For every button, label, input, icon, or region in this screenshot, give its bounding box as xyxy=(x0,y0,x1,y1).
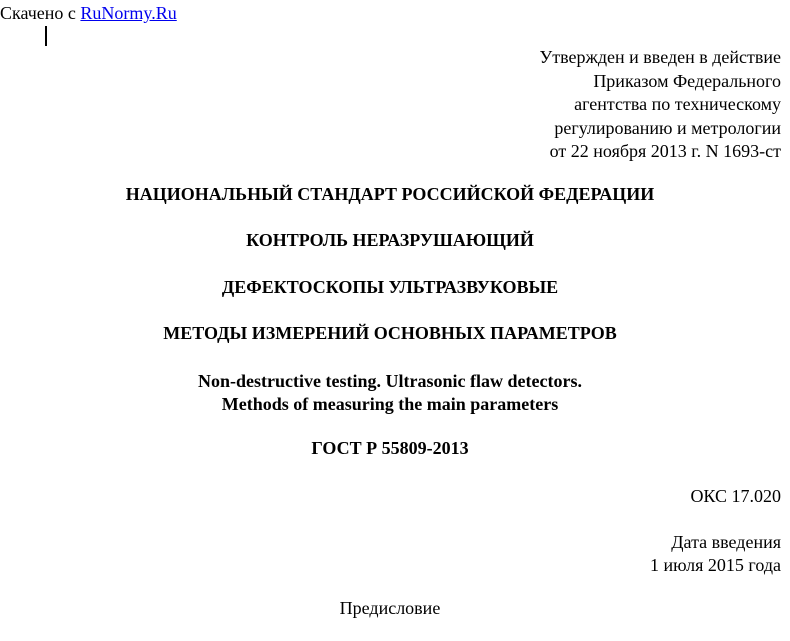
title-line-3: МЕТОДЫ ИЗМЕРЕНИЙ ОСНОВНЫХ ПАРАМЕТРОВ xyxy=(163,323,617,343)
intro-date-value: 1 июля 2015 года xyxy=(650,555,781,575)
intro-date-block xyxy=(650,531,781,577)
national-standard-heading: НАЦИОНАЛЬНЫЙ СТАНДАРТ РОССИЙСКОЙ ФЕДЕРАЦИИ xyxy=(125,184,655,204)
approval-line: регулированию и метрологии xyxy=(554,117,781,138)
english-title-line-2: Methods of measuring the main parameters xyxy=(221,394,559,414)
approval-line: Утвержден и введен в действие xyxy=(539,47,781,67)
title-line-2: ДЕФЕКТОСКОПЫ УЛЬТРАЗВУКОВЫЕ xyxy=(221,277,559,297)
approval-line: Приказом Федерального xyxy=(593,70,781,91)
approval-line: от 22 ноября 2013 г. N 1693-ст xyxy=(549,141,781,161)
source-prefix: Скачено с xyxy=(0,3,81,23)
source-link[interactable]: RuNormy.Ru xyxy=(80,3,177,23)
approval-block xyxy=(539,46,781,164)
intro-date-label: Дата введения xyxy=(671,532,781,552)
gost-number: ГОСТ Р 55809-2013 xyxy=(311,438,469,458)
english-title-line-1: Non-destructive testing. Ultrasonic flaw detectors. xyxy=(198,371,582,391)
oks-code: ОКС 17.020 xyxy=(690,486,781,506)
preface-heading: Предисловие xyxy=(339,598,441,618)
approval-line: агентства по техническому xyxy=(574,94,781,114)
source-line xyxy=(0,2,177,24)
text-cursor xyxy=(45,26,47,46)
title-line-1: КОНТРОЛЬ НЕРАЗРУШАЮЩИЙ xyxy=(246,230,534,250)
